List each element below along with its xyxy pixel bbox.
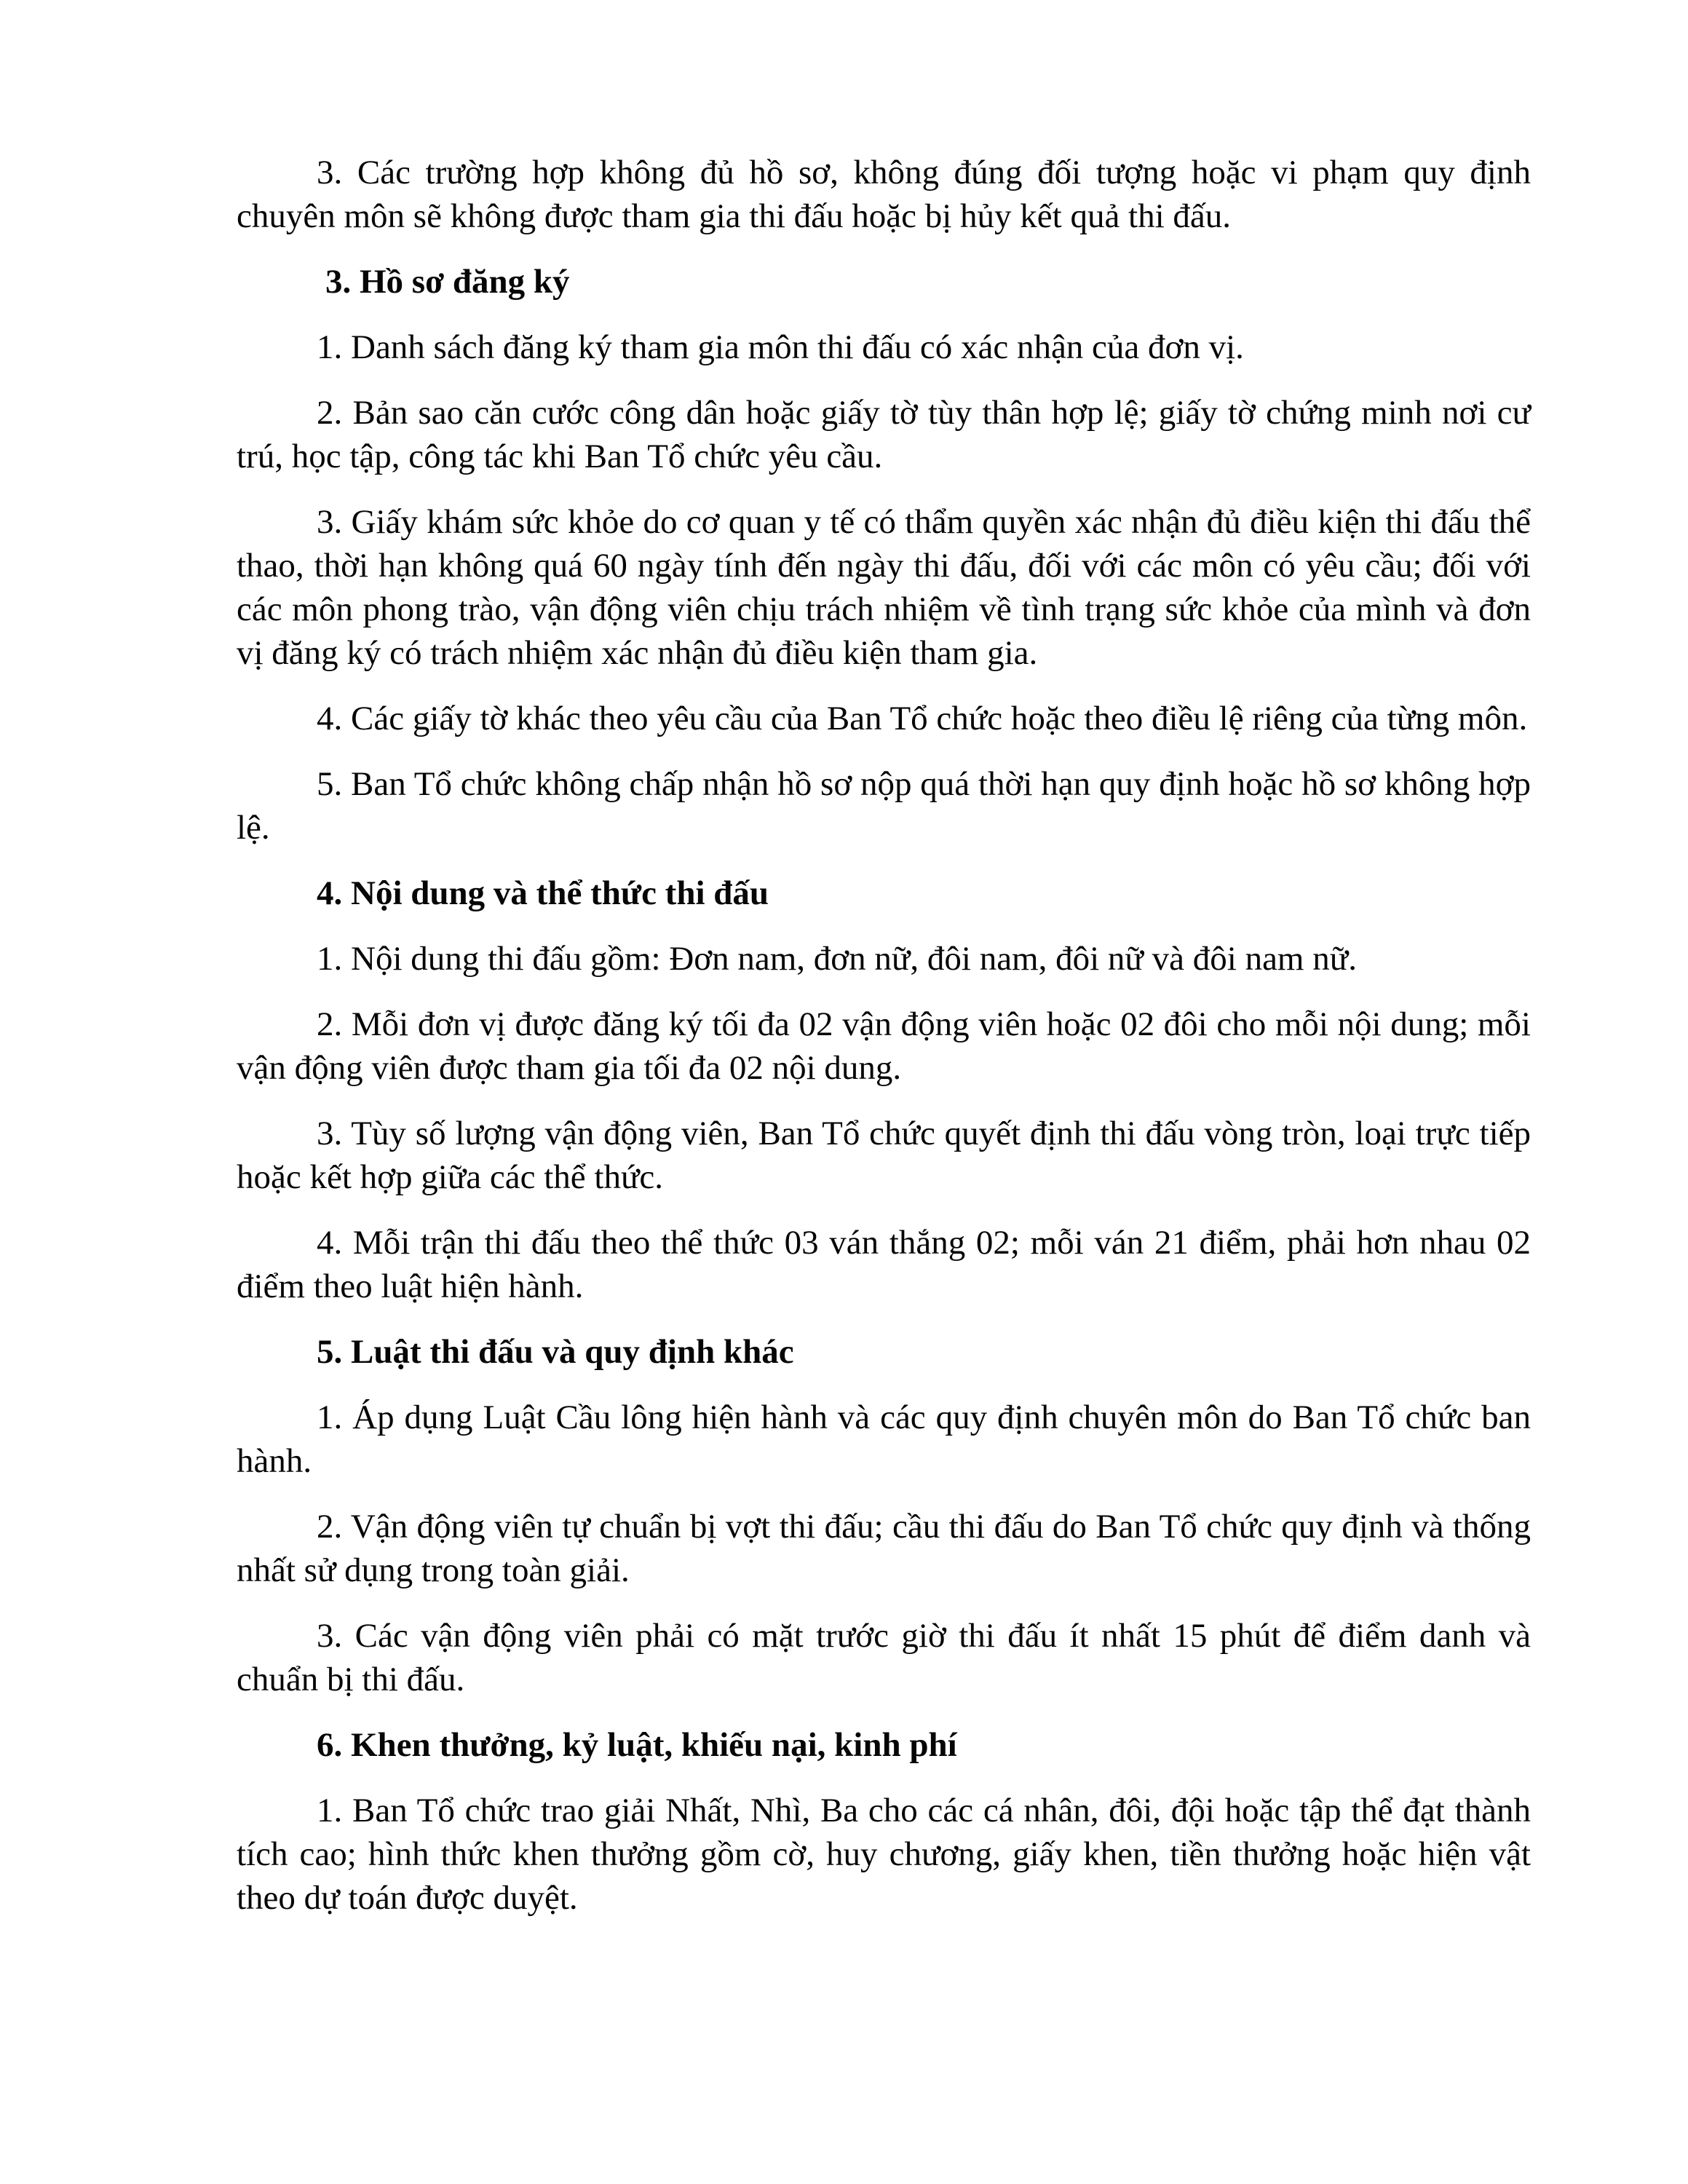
section-heading-luat-thi-dau: 5. Luật thi đấu và quy định khác [317,1333,794,1371]
body-paragraph: 3. Giấy khám sức khỏe do cơ quan y tế có thẩm quyền xác nhận đủ điều kiện thi đấu thể thao, thời hạn không quá 60 ngày tính đến ngày thi đấu, đối với các môn có yêu cầu; đối với các môn phong trào, vận động viên chịu trách nhiệm về tình trạng sức khỏe của mình và đơn vị đăng ký có trách nhiệm xác nhận đủ điều kiện tham gia. [237,503,1531,672]
section-heading-khen-thuong: 6. Khen thưởng, kỷ luật, khiếu nại, kinh phí [317,1726,957,1764]
body-paragraph: 5. Ban Tổ chức không chấp nhận hồ sơ nộp quá thời hạn quy định hoặc hồ sơ không hợp lệ. [237,765,1531,847]
body-paragraph: 3. Tùy số lượng vận động viên, Ban Tổ chức quyết định thi đấu vòng tròn, loại trực tiếp hoặc kết hợp giữa các thể thức. [237,1115,1531,1196]
body-paragraph: 1. Ban Tổ chức trao giải Nhất, Nhì, Ba cho các cá nhân, đôi, đội hoặc tập thể đạt thành tích cao; hình thức khen thưởng gồm cờ, huy chương, giấy khen, tiền thưởng hoặc hiện vật theo dự toán được duyệt. [237,1792,1531,1917]
section-heading-noi-dung-the-thuc: 4. Nội dung và thể thức thi đấu [317,874,769,912]
body-paragraph: 1. Nội dung thi đấu gồm: Đơn nam, đơn nữ, đôi nam, đôi nữ và đôi nam nữ. [317,940,1357,978]
body-paragraph: 2. Bản sao căn cước công dân hoặc giấy tờ tùy thân hợp lệ; giấy tờ chứng minh nơi cư trú, học tập, công tác khi Ban Tổ chức yêu cầu. [237,394,1531,475]
body-paragraph: 4. Các giấy tờ khác theo yêu cầu của Ban Tổ chức hoặc theo điều lệ riêng của từng môn. [317,700,1528,737]
document-body [237,151,1531,1942]
body-paragraph: 1. Áp dụng Luật Cầu lông hiện hành và các quy định chuyên môn do Ban Tổ chức ban hành. [237,1398,1531,1480]
section-heading-ho-so-dang-ky: 3. Hồ sơ đăng ký [325,263,570,301]
body-paragraph: 4. Mỗi trận thi đấu theo thể thức 03 ván thắng 02; mỗi ván 21 điểm, phải hơn nhau 02 điểm theo luật hiện hành. [237,1224,1531,1305]
body-paragraph: 1. Danh sách đăng ký tham gia môn thi đấu có xác nhận của đơn vị. [317,328,1244,366]
body-paragraph: 2. Mỗi đơn vị được đăng ký tối đa 02 vận động viên hoặc 02 đôi cho mỗi nội dung; mỗi vận động viên được tham gia tối đa 02 nội dung. [237,1005,1531,1087]
body-paragraph: 3. Các vận động viên phải có mặt trước giờ thi đấu ít nhất 15 phút để điểm danh và chuẩn bị thi đấu. [237,1617,1531,1698]
body-paragraph: 3. Các trường hợp không đủ hồ sơ, không đúng đối tượng hoặc vi phạm quy định chuyên môn sẽ không được tham gia thi đấu hoặc bị hủy kết quả thi đấu. [237,154,1531,235]
body-paragraph: 2. Vận động viên tự chuẩn bị vợt thi đấu; cầu thi đấu do Ban Tổ chức quy định và thống nhất sử dụng trong toàn giải. [237,1508,1531,1589]
